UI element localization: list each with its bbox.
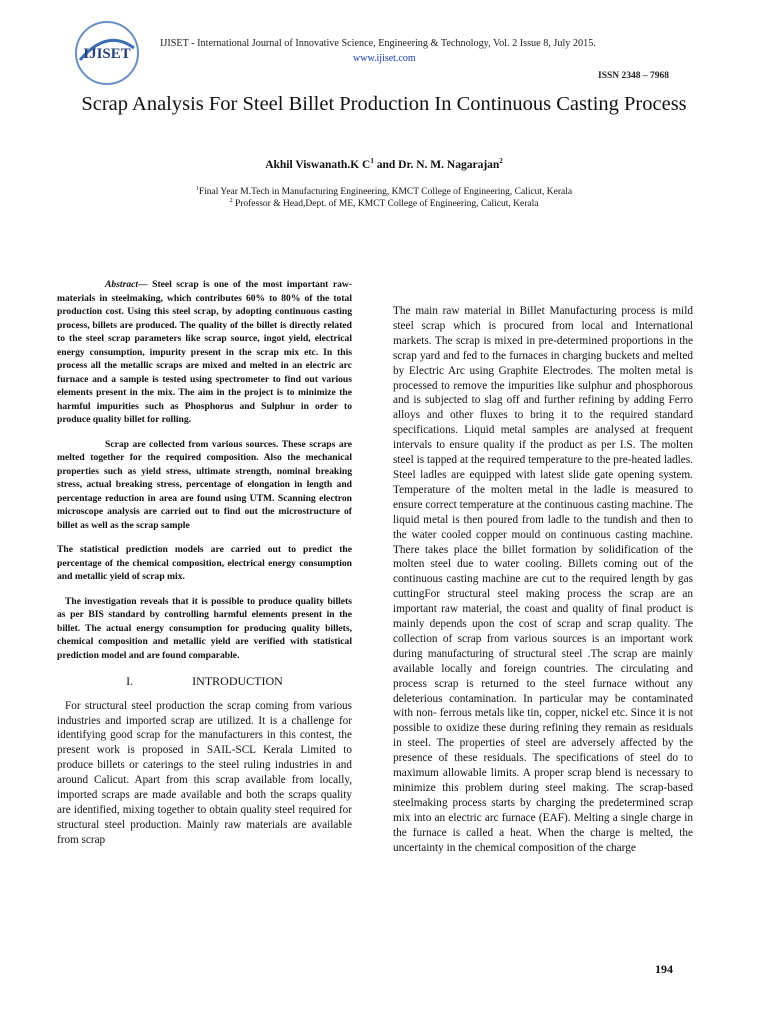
aff1-sup: 1 <box>195 186 199 192</box>
aff2-sup: 2 <box>229 198 233 204</box>
abstract-p1-text: Steel scrap is one of the most important raw-materials in steelmaking, which contributes 60% to 80% of the total production cost. Using this steel scrap, by adopting continuous casting process, billets are produced. The quality of the billet is directly related to the steel scrap parameters like scrap source, ingot yield, electrical energy consumption, impurity present in the scrap mix etc. In this process all the metallic scraps are mixed and melted in an electric arc furnace and a sample is tested using spectrometer to find out various elements present in the mix. The aim in the project is to minimize the harmful impurities such as Phosphorus and Sulphur in order to produce quality billet for rolling. <box>57 279 352 425</box>
author-1-sup: 1 <box>370 157 374 165</box>
issn-label: ISSN 2348 – 7968 <box>598 71 669 81</box>
section-number: I. <box>126 674 134 688</box>
journal-url-link[interactable]: www.ijiset.com <box>353 53 416 64</box>
aff2-text: Professor & Head,Dept. of ME, KMCT College of Engineering, Calicut, Kerala <box>232 199 539 210</box>
paper-title: Scrap Analysis For Steel Billet Production In Continuous Casting Process <box>81 93 687 115</box>
affiliation-2 <box>0 198 768 209</box>
author-1: Akhil Viswanath.K C <box>265 158 371 171</box>
section-heading <box>57 674 352 689</box>
abstract-p1 <box>57 278 352 427</box>
author-and: and <box>373 158 399 171</box>
journal-logo <box>72 18 142 88</box>
left-column <box>57 278 352 848</box>
section-title: INTRODUCTION <box>192 674 283 688</box>
intro-paragraph: For structural steel production the scrap coming from various industries and imported scrap are utilized. It is a challenge for identifying good scrap for the manufacturers in this contest, the present work is proposed in SAIL-SCL Kerala Limited to produce billets or caterings to the steel ruling industries in and around Calicut. Apart from this scrap available from locally, imported scraps are made available and both the scraps quality are identified, mixing together to obtain quality steel required for structural steel production. Mainly raw materials are available from scrap <box>57 699 352 846</box>
abstract-p4: The investigation reveals that it is possible to produce quality billets as per BIS standard by controlling harmful elements present in the billet. The actual energy consumption for producing quality billets, chemical composition and metallic yield are verified with statistical prediction model and are found comparable. <box>57 595 352 661</box>
logo-text: IJISET <box>83 46 131 62</box>
abstract-p2: Scrap are collected from various sources. These scraps are melted together for the required composition. Also the mechanical properties such as yield stress, ultimate strength, nominal breaking stress, actual breaking stress, percentage of elongation in length and percentage reduction in area are found using UTM. Scanning electron microscope analysis are carried out to find out the microstructure of billet as well as the scrap sample <box>57 438 352 531</box>
body-paragraph: The main raw material in Billet Manufacturing process is mild steel scrap which is procured from local and International markets. The scrap is mixed in pre-determined proportions in the scrap yard and fed to the furnaces in charging buckets and melted by Electric Arc using Graphite Electrodes. The molten metal is processed to remove the impurities like sulphur and phosphorous and is subjected to slag off and further refining by adding Ferro alloys and other fluxes to bring it to the required standard specifications. Liquid metal samples are analysed at frequent intervals to ensure quality if the product as per I.S. The molten steel is tapped at the required temperature to the pre-heated ladles. Steel ladles are equipped with latest slide gate opening system. Temperature of the molten metal in the ladle is measured to ensure correct temperature at the continuous casting machine. The liquid metal is then poured from ladle to the tundish and then to the water cooled copper mould on continuous casting machine. There takes place the billet formation by solidification of the molten steel due to water cooling. Billets coming out of the continuous casting machine are cut to the required length by gas cuttingFor structural steel making process the scrap are an important raw material, the coast and quality of final product is mainly depends upon the cost of scrap and scrap quality. The collection of scrap from various sources is an important work during manufacturing of structural steel .The scrap are mainly available locally and foreign countries. The circulating and process scrap is returned to the steel furnace without any deleterious contamination. In particular may be contaminated with non- ferrous metals like tin, copper, nickel etc. Since it is not possible to oxidize these during refining they remain as residuals in steel. The properties of steel are adversely affected by the presence of these residuals. The specifications of steel do to maximum allowable limits. A proper scrap blend is necessary to minimize this problem during steel making. The scrap-based steelmaking process starts by charging the predetermined scrap mix into an electric arc furnace (EAF). Melting a single charge in the furnace is called a heat. When the charge is melted, the uncertainty in the chemical composition of the charge <box>393 305 693 854</box>
page-number: 194 <box>655 962 673 976</box>
abstract-p3: The statistical prediction models are carried out to predict the percentage of the chemical composition, electrical energy consumption and metallic yield of scrap mix. <box>57 544 352 582</box>
author-line <box>0 157 768 171</box>
journal-header: IJISET - International Journal of Innovative Science, Engineering & Technology, Vol. 2 Issue 8, July 2015. <box>160 38 596 49</box>
affiliation-1 <box>0 186 768 197</box>
author-2-sup: 2 <box>499 157 503 165</box>
abstract-lead: Abstract— <box>105 279 148 290</box>
author-2: Dr. N. M. Nagarajan <box>398 158 500 171</box>
right-column <box>393 304 693 856</box>
aff1-text: Final Year M.Tech in Manufacturing Engineering, KMCT College of Engineering, Calicut, Kerala <box>198 187 573 198</box>
